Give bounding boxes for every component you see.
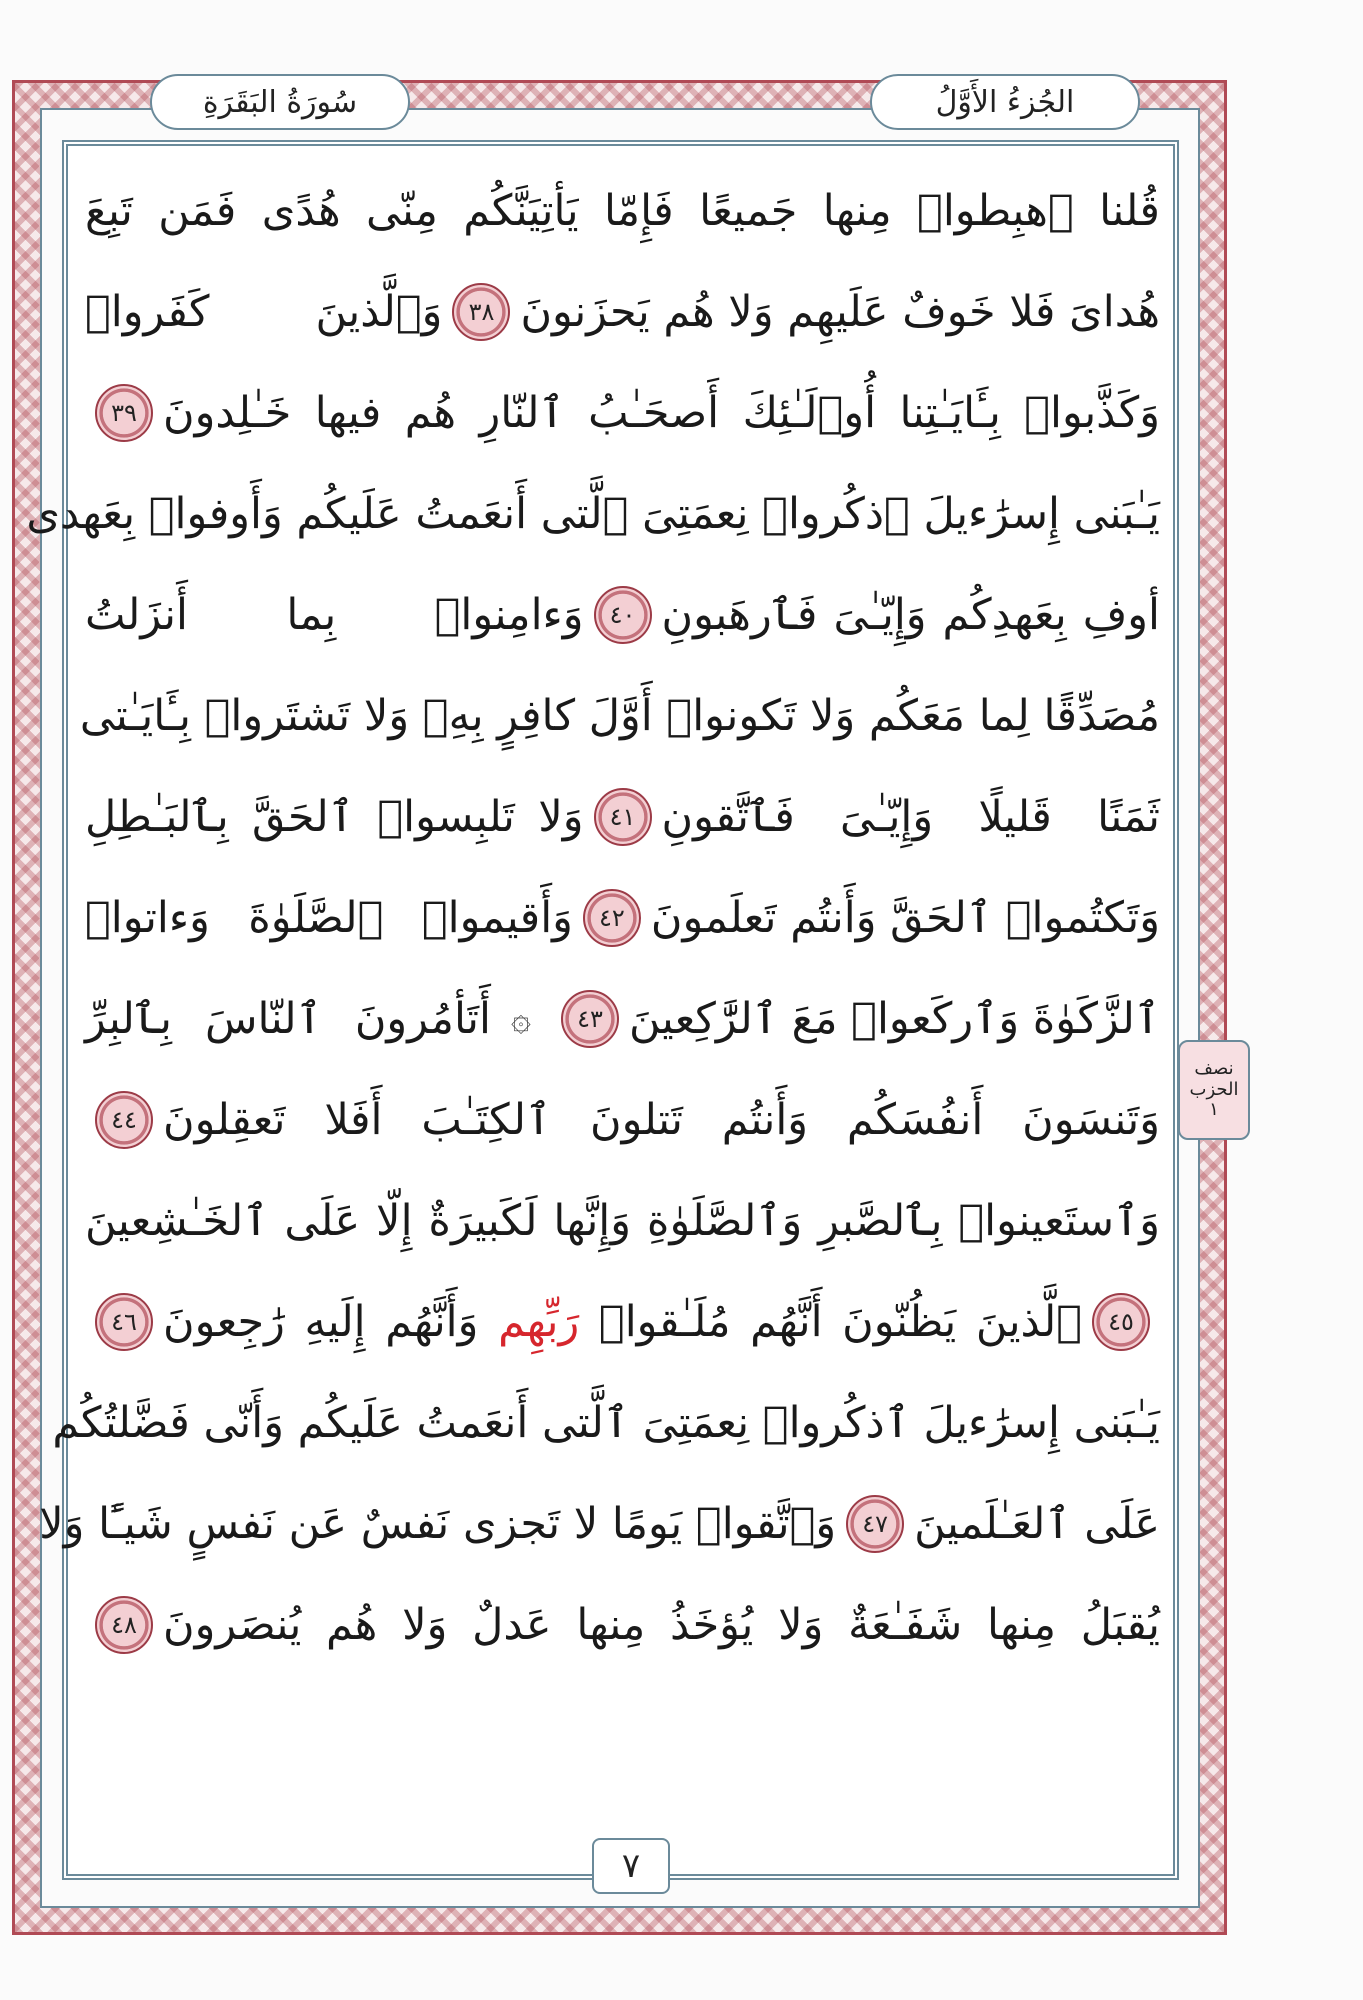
line-text-part: وَأَنَّهُم إِلَيهِ رَٰجِعونَ — [163, 1296, 479, 1347]
line-text: وَتَنسَونَ أَنفُسَكُم وَأَنتُم تَتلونَ ٱلكِتَـٰبَ أَفَلا تَعقِلونَ — [163, 1094, 1160, 1145]
verse-line-12 — [85, 1271, 1160, 1372]
line-text: قُلنا ٱهبِطوا۟ مِنها جَميعًا فَإِمّا يَأتِيَنَّكُم مِنّى هُدًى فَمَن تَبِعَ — [85, 185, 1160, 236]
verse-line-11 — [85, 1170, 1160, 1271]
ayah-number-marker: ٤٢ — [583, 889, 641, 947]
verse-line-6 — [79, 665, 1160, 766]
verses-area — [26, 160, 1160, 1860]
ayah-number-marker: ٣٨ — [452, 283, 510, 341]
verse-line-7 — [85, 766, 1160, 867]
line-text: مُصَدِّقًا لِما مَعَكُم وَلا تَكونوا۟ أَوَّلَ كافِرٍ بِهِۦ وَلا تَشتَروا۟ بِـَٔايَـٰتى — [79, 690, 1160, 741]
line-text: وَلا تَلبِسوا۟ ٱلحَقَّ بِٱلبَـٰطِلِ — [85, 791, 584, 842]
hizb-label-line1: نصف — [1194, 1057, 1234, 1079]
ayah-number-marker: ٤٠ — [594, 586, 652, 644]
ayah-number-marker: ٣٩ — [95, 384, 153, 442]
line-text: وَٱتَّقوا۟ يَومًا لا تَجزى نَفسٌ عَن نَفسٍ شَيـًٔا وَلا — [39, 1498, 837, 1549]
verse-line-3 — [85, 362, 1160, 463]
hizb-star-icon: ۞ — [511, 999, 531, 1039]
page-number: ٧ — [621, 1846, 641, 1886]
ayah-number-marker: ٤٧ — [846, 1495, 904, 1553]
line-text: وَأَقيموا۟ ٱلصَّلَوٰةَ وَءاتوا۟ — [85, 892, 573, 943]
line-text: وَءامِنوا۟ بِما أَنزَلتُ — [85, 589, 584, 640]
verse-line-8 — [85, 867, 1160, 968]
line-text: يَـٰبَنى إِسرَٰءيلَ ٱذكُروا۟ نِعمَتِىَ ٱلَّتى أَنعَمتُ عَلَيكُم وَأَوفوا۟ بِعَهدى — [26, 488, 1160, 539]
ayah-number-marker: ٤٨ — [95, 1596, 153, 1654]
verse-line-4 — [26, 463, 1160, 564]
ayah-number-marker: ٤٦ — [95, 1293, 153, 1351]
line-text: عَلَى ٱلعَـٰلَمينَ — [914, 1498, 1160, 1549]
verse-line-2 — [85, 261, 1160, 362]
line-text: ثَمَنًا قَليلًا وَإِيّـٰىَ فَٱتَّقونِ — [661, 791, 1160, 842]
verse-line-13 — [52, 1372, 1160, 1473]
ayah-number-marker: ٤٤ — [95, 1091, 153, 1149]
ayah-number-marker: ٤١ — [594, 788, 652, 846]
verse-line-9 — [85, 968, 1160, 1069]
hizb-side-label — [1178, 1040, 1250, 1140]
line-text-part: ٱلَّذينَ يَظُنّونَ أَنَّهُم مُلَـٰقوا۟ — [598, 1296, 1083, 1347]
ayah-number-marker: ٤٥ — [1092, 1293, 1150, 1351]
line-text: ٱلزَّكَوٰةَ وَٱركَعوا۟ مَعَ ٱلرَّٰكِعينَ — [628, 993, 1160, 1044]
juz-name-header — [870, 74, 1140, 130]
line-text: أَتَأمُرونَ ٱلنّاسَ بِٱلبِرِّ — [85, 993, 491, 1044]
verse-line-10 — [85, 1069, 1160, 1170]
verse-line-1 — [85, 160, 1160, 261]
line-text: يُقبَلُ مِنها شَفَـٰعَةٌ وَلا يُؤخَذُ مِنها عَدلٌ وَلا هُم يُنصَرونَ — [163, 1599, 1160, 1650]
ayah-number-marker: ٤٣ — [561, 990, 619, 1048]
line-text — [163, 1297, 1082, 1347]
surah-name: سُورَةُ البَقَرَةِ — [202, 84, 358, 120]
line-text: وَتَكتُموا۟ ٱلحَقَّ وَأَنتُم تَعلَمونَ — [650, 892, 1160, 943]
surah-name-header — [150, 74, 410, 130]
line-text: يَـٰبَنى إِسرَٰءيلَ ٱذكُروا۟ نِعمَتِىَ ٱلَّتى أَنعَمتُ عَلَيكُم وَأَنّى فَضَّلتُكُم — [52, 1397, 1160, 1448]
verse-line-5 — [85, 564, 1160, 665]
highlighted-word: رَبِّهِم — [498, 1296, 580, 1347]
page-number-box — [592, 1838, 670, 1894]
hizb-label-line2: الحزب — [1189, 1078, 1239, 1100]
hizb-label-line3: ١ — [1209, 1099, 1219, 1121]
juz-name: الجُزءُ الأَوَّلُ — [935, 84, 1075, 120]
verse-line-15 — [85, 1574, 1160, 1675]
line-text: وَٱستَعينوا۟ بِٱلصَّبرِ وَٱلصَّلَوٰةِ وَإِنَّها لَكَبيرَةٌ إِلّا عَلَى ٱلخَـٰشِعينَ — [85, 1195, 1160, 1246]
line-text: هُداىَ فَلا خَوفٌ عَلَيهِم وَلا هُم يَحزَنونَ — [520, 286, 1160, 337]
verse-line-14 — [39, 1473, 1160, 1574]
line-text: وَٱلَّذينَ كَفَروا۟ — [85, 286, 443, 337]
line-text: وَكَذَّبوا۟ بِـَٔايَـٰتِنا أُو۟لَـٰئِكَ أَصحَـٰبُ ٱلنّارِ هُم فيها خَـٰلِدونَ — [163, 387, 1160, 438]
line-text: أوفِ بِعَهدِكُم وَإِيّـٰىَ فَٱرهَبونِ — [661, 589, 1160, 640]
